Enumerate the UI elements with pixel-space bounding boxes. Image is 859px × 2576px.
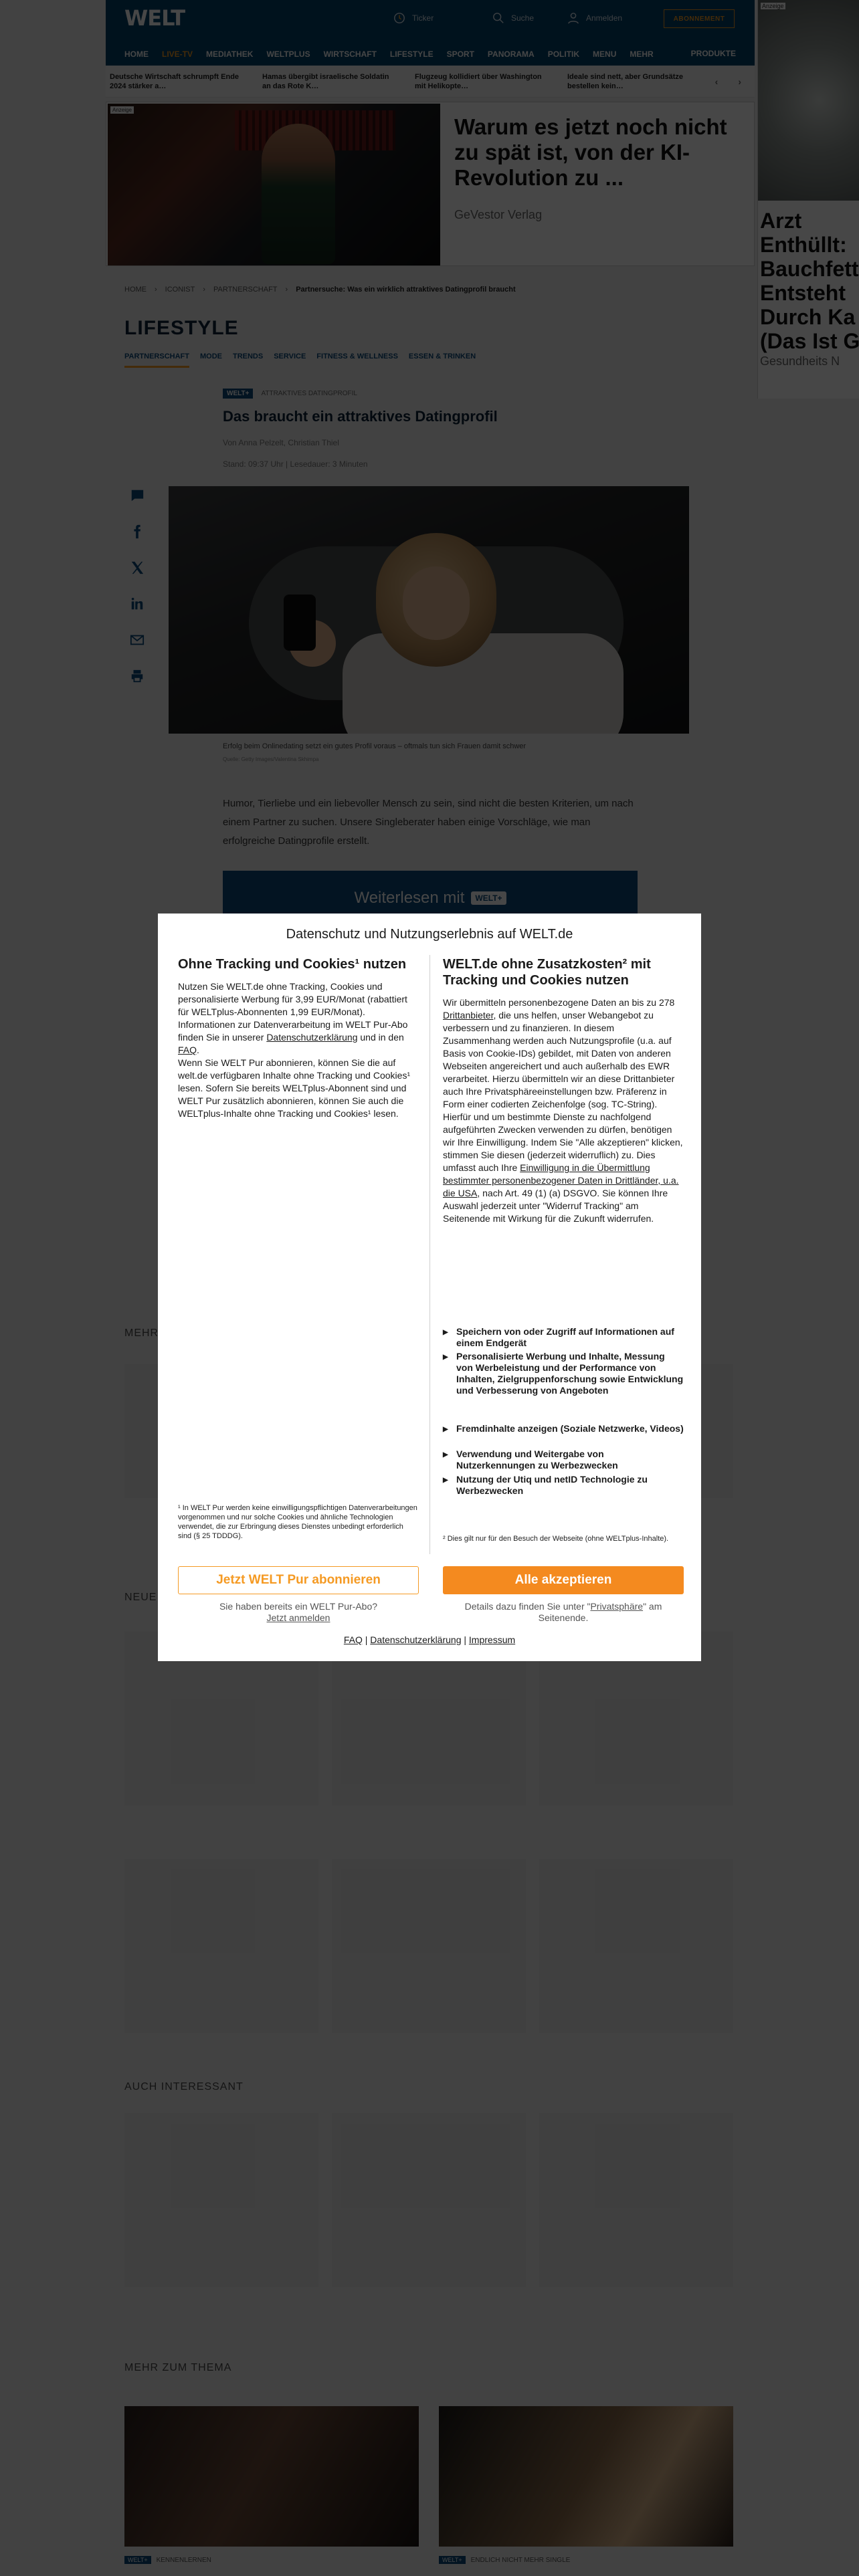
purpose-item[interactable]: ▶ Personalisierte Werbung und Inhalte, Messung von Werbeleistung und der Performance von Inhalten, Zielgruppenforschung sowie Entwicklung und Verbesserung von Angeboten bbox=[443, 1351, 684, 1396]
left-heading: Ohne Tracking und Cookies¹ nutzen bbox=[178, 957, 407, 972]
consent-left-column bbox=[178, 956, 419, 1120]
right-text: Wir übermitteln personenbezogene Daten an bis zu 278 Drittanbieter, die uns helfen, unser Webangebot zu verbessern und zu finanzieren. In diesem Zusammenhang werden auch Nutzungsprofile (u.a. auf Basis von Cookie-IDs) gebildet, mit Daten von anderen Webseiten angereichert und auch außerhalb des EWR verarbeitet. Hierzu übermitteln wir an diese Drittanbieter auch Ihre Privatsphäreeinstellungen bzw. Präferenz in Form einer codierten Zeichenfolge (sog. TC-String). Hierfür und um bestimmte Dienste zu nachfolgend aufgeführten Zwecken verwenden zu dürfen, benötigen wir Ihre Einwilligung. Indem Sie "Alle akzeptieren" klicken, stimmen Sie diesen (jederzeit widerruflich) zu. Dies umfasst auch Ihre Einwilligung in die Übermittlung bestimmter personenbezogener Daten in Drittländer, u.a. die USA, nach Art. 49 (1) (a) DSGVO. Sie können Ihre Auswahl jederzeit unter "Widerruf Tracking" am Seitenende mit Wirkung für die Zukunft widerrufen. bbox=[443, 997, 683, 1224]
footnote-right: ² Dies gilt nur für den Besuch der Webseite (ohne WELTplus-Inhalte). bbox=[443, 1535, 669, 1543]
login-link[interactable]: Jetzt anmelden bbox=[266, 1612, 330, 1623]
footer-privacy-link[interactable]: Datenschutzerklärung bbox=[370, 1634, 462, 1645]
third-country-link[interactable]: Einwilligung in die Übermittlung bestimmter personenbezogener Daten in Drittländer, u.a. die USA bbox=[443, 1162, 679, 1198]
pur-login-note: Sie haben bereits ein WELT Pur-Abo? Jetzt anmelden bbox=[219, 1601, 378, 1623]
purpose-item[interactable]: ▶ Verwendung und Weitergabe von Nutzerkennungen zu Werbezwecken bbox=[443, 1448, 684, 1471]
consent-footer: FAQ | Datenschutzerklärung | Impressum bbox=[343, 1634, 516, 1645]
consent-dialog bbox=[158, 914, 701, 1661]
purpose-item[interactable]: ▶ Fremdinhalte anzeigen (Soziale Netzwerke, Videos) bbox=[443, 1423, 684, 1434]
subscribe-pur-button[interactable]: Jetzt WELT Pur abonnieren bbox=[178, 1566, 419, 1594]
purpose-item[interactable]: ▶ Speichern von oder Zugriff auf Informationen auf einem Endgerät bbox=[443, 1326, 684, 1349]
privacy-link[interactable]: Datenschutzerklärung bbox=[266, 1032, 358, 1043]
right-heading: WELT.de ohne Zusatzkosten² mit Tracking und Cookies nutzen bbox=[443, 957, 651, 988]
consent-title: Datenschutz und Nutzungserlebnis auf WELT.de bbox=[286, 927, 573, 942]
left-text: Nutzen Sie WELT.de ohne Tracking, Cookies und personalisierte Werbung für 3,99 EUR/Monat (rabattiert für WELTplus-Abonnenten 1,99 EUR/Monat). Informationen zur Datenverarbeitung im WELT Pur-Abo finden Sie in unserer Datenschutzerklärung und in den FAQ. Wenn Sie WELT Pur abonnieren, können Sie die auf welt.de verfügbaren Inhalte ohne Tracking und Cookies¹ lesen. Sofern Sie bereits WELTplus-Abonnent sind und WELT Pur zusätzlich abonnieren, können Sie auch die WELTplus-Inhalte ohne Tracking und Cookies¹ lesen. bbox=[178, 981, 411, 1119]
faq-link[interactable]: FAQ bbox=[178, 1045, 197, 1055]
accept-all-button[interactable]: Alle akzeptieren bbox=[443, 1566, 684, 1594]
privacy-note: Details dazu finden Sie unter "Privatsphäre" am Seitenende. bbox=[464, 1601, 662, 1623]
privacy-settings-link[interactable]: Privatsphäre bbox=[590, 1601, 644, 1612]
footer-imprint-link[interactable]: Impressum bbox=[468, 1634, 516, 1645]
footnote-left: ¹ In WELT Pur werden keine einwilligungspflichtigen Datenverarbeitungen vorgenommen und nur solche Cookies und ähnliche Technologien verwendet, die zur Erbringung dieses Dienstes unbedingt erforderlich sind (§ 25 TDDDG). bbox=[178, 1504, 417, 1540]
consent-right-column bbox=[443, 956, 684, 1225]
purpose-item[interactable]: ▶ Nutzung der Utiq und netID Technologie zu Werbezwecken bbox=[443, 1474, 684, 1497]
footer-faq-link[interactable]: FAQ bbox=[343, 1634, 363, 1645]
third-party-link[interactable]: Drittanbieter bbox=[443, 1010, 494, 1021]
